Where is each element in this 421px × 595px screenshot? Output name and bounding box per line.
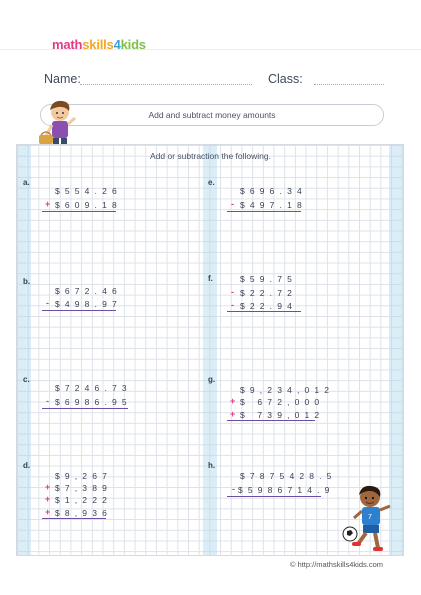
exercise-d-answer-line bbox=[42, 518, 106, 519]
exercise-g-answer-line bbox=[227, 420, 315, 421]
exercise-f-label: f. bbox=[208, 274, 213, 283]
exercise-d-line-1: $ 9 , 2 6 7 bbox=[55, 471, 109, 481]
grid-margin-left bbox=[17, 145, 31, 555]
exercise-d-operator-3: + bbox=[45, 494, 51, 504]
exercise-h-line-2: $ 5 9 8 6 7 1 4 . 9 bbox=[238, 485, 331, 495]
exercise-h-answer-line bbox=[227, 496, 321, 497]
exercise-d-line-3: $ 1 , 2 2 2 bbox=[55, 495, 109, 505]
name-field[interactable] bbox=[80, 84, 252, 85]
exercise-d-line-2: $ 7 , 3 8 9 bbox=[55, 483, 109, 493]
exercise-a-operator-2: + bbox=[45, 199, 51, 209]
grid-margin-middle bbox=[203, 145, 217, 555]
exercise-b-answer-line bbox=[42, 310, 116, 311]
exercise-e-line-2: $ 4 9 7 . 1 8 bbox=[240, 200, 304, 210]
exercise-f-answer-line bbox=[227, 311, 301, 312]
exercise-e-label: e. bbox=[208, 178, 215, 187]
exercise-b-line-2: $ 4 9 8 . 9 7 bbox=[55, 299, 119, 309]
exercise-d-operator-2: + bbox=[45, 482, 51, 492]
exercise-g-label: g. bbox=[208, 375, 216, 384]
exercise-d-label: d. bbox=[23, 461, 31, 470]
exercise-e-answer-line bbox=[227, 211, 301, 212]
exercise-a-label: a. bbox=[23, 178, 30, 187]
exercise-f-operator-3: - bbox=[231, 300, 234, 310]
worksheet-title: Add and subtract money amounts bbox=[40, 104, 384, 126]
exercise-f-line-3: $ 2 2 . 9 4 bbox=[240, 301, 294, 311]
exercise-f-operator-2: - bbox=[231, 287, 234, 297]
exercise-f-line-1: $ 5 9 . 7 5 bbox=[240, 274, 294, 284]
exercise-g-operator-3: + bbox=[230, 409, 236, 419]
exercise-c-label: c. bbox=[23, 375, 30, 384]
exercise-a-answer-line bbox=[42, 211, 116, 212]
exercise-d-operator-4: + bbox=[45, 507, 51, 517]
svg-text:7: 7 bbox=[368, 514, 372, 521]
exercise-e-operator-2: - bbox=[231, 199, 234, 209]
exercise-h-label: h. bbox=[208, 461, 216, 470]
exercise-h-line-1: $ 7 8 7 5 4 2 8 . 5 bbox=[240, 471, 333, 481]
class-field[interactable] bbox=[314, 84, 384, 85]
exercise-b-label: b. bbox=[23, 277, 31, 286]
exercise-g-line-3: $ 7 3 9 , 0 1 2 bbox=[240, 410, 321, 420]
brand-logo: mathskills4kids bbox=[52, 37, 146, 52]
name-label: Name: bbox=[44, 72, 81, 86]
exercise-c-operator-2: - bbox=[46, 396, 49, 406]
class-label: Class: bbox=[268, 72, 303, 86]
footer-url[interactable]: © http://mathskills4kids.com bbox=[289, 560, 383, 569]
exercise-a-line-1: $ 5 5 4 . 2 6 bbox=[55, 186, 119, 196]
header-divider bbox=[0, 49, 421, 50]
exercise-d-line-4: $ 8 , 9 3 6 bbox=[55, 508, 109, 518]
exercise-c-line-1: $ 7 2 4 6 . 7 3 bbox=[55, 383, 128, 393]
exercise-g-line-2: $ 6 7 2 , 0 0 0 bbox=[240, 397, 321, 407]
exercise-b-line-1: $ 6 7 2 . 4 6 bbox=[55, 286, 119, 296]
exercise-b-operator-2: - bbox=[46, 298, 49, 308]
exercise-c-line-2: $ 6 9 8 6 . 9 5 bbox=[55, 397, 128, 407]
exercise-f-line-2: $ 2 2 . 7 2 bbox=[240, 288, 294, 298]
exercise-g-operator-2: + bbox=[230, 396, 236, 406]
soccer-boy-illustration bbox=[340, 484, 400, 556]
exercise-h-operator-2: - bbox=[232, 484, 235, 494]
exercise-a-line-2: $ 6 0 9 . 1 8 bbox=[55, 200, 119, 210]
exercise-g-line-1: $ 9 , 2 3 4 , 0 1 2 bbox=[240, 385, 331, 395]
exercise-e-line-1: $ 6 9 6 . 3 4 bbox=[240, 186, 304, 196]
exercise-c-answer-line bbox=[42, 408, 128, 409]
instruction-text: Add or subtraction the following. bbox=[150, 151, 271, 161]
